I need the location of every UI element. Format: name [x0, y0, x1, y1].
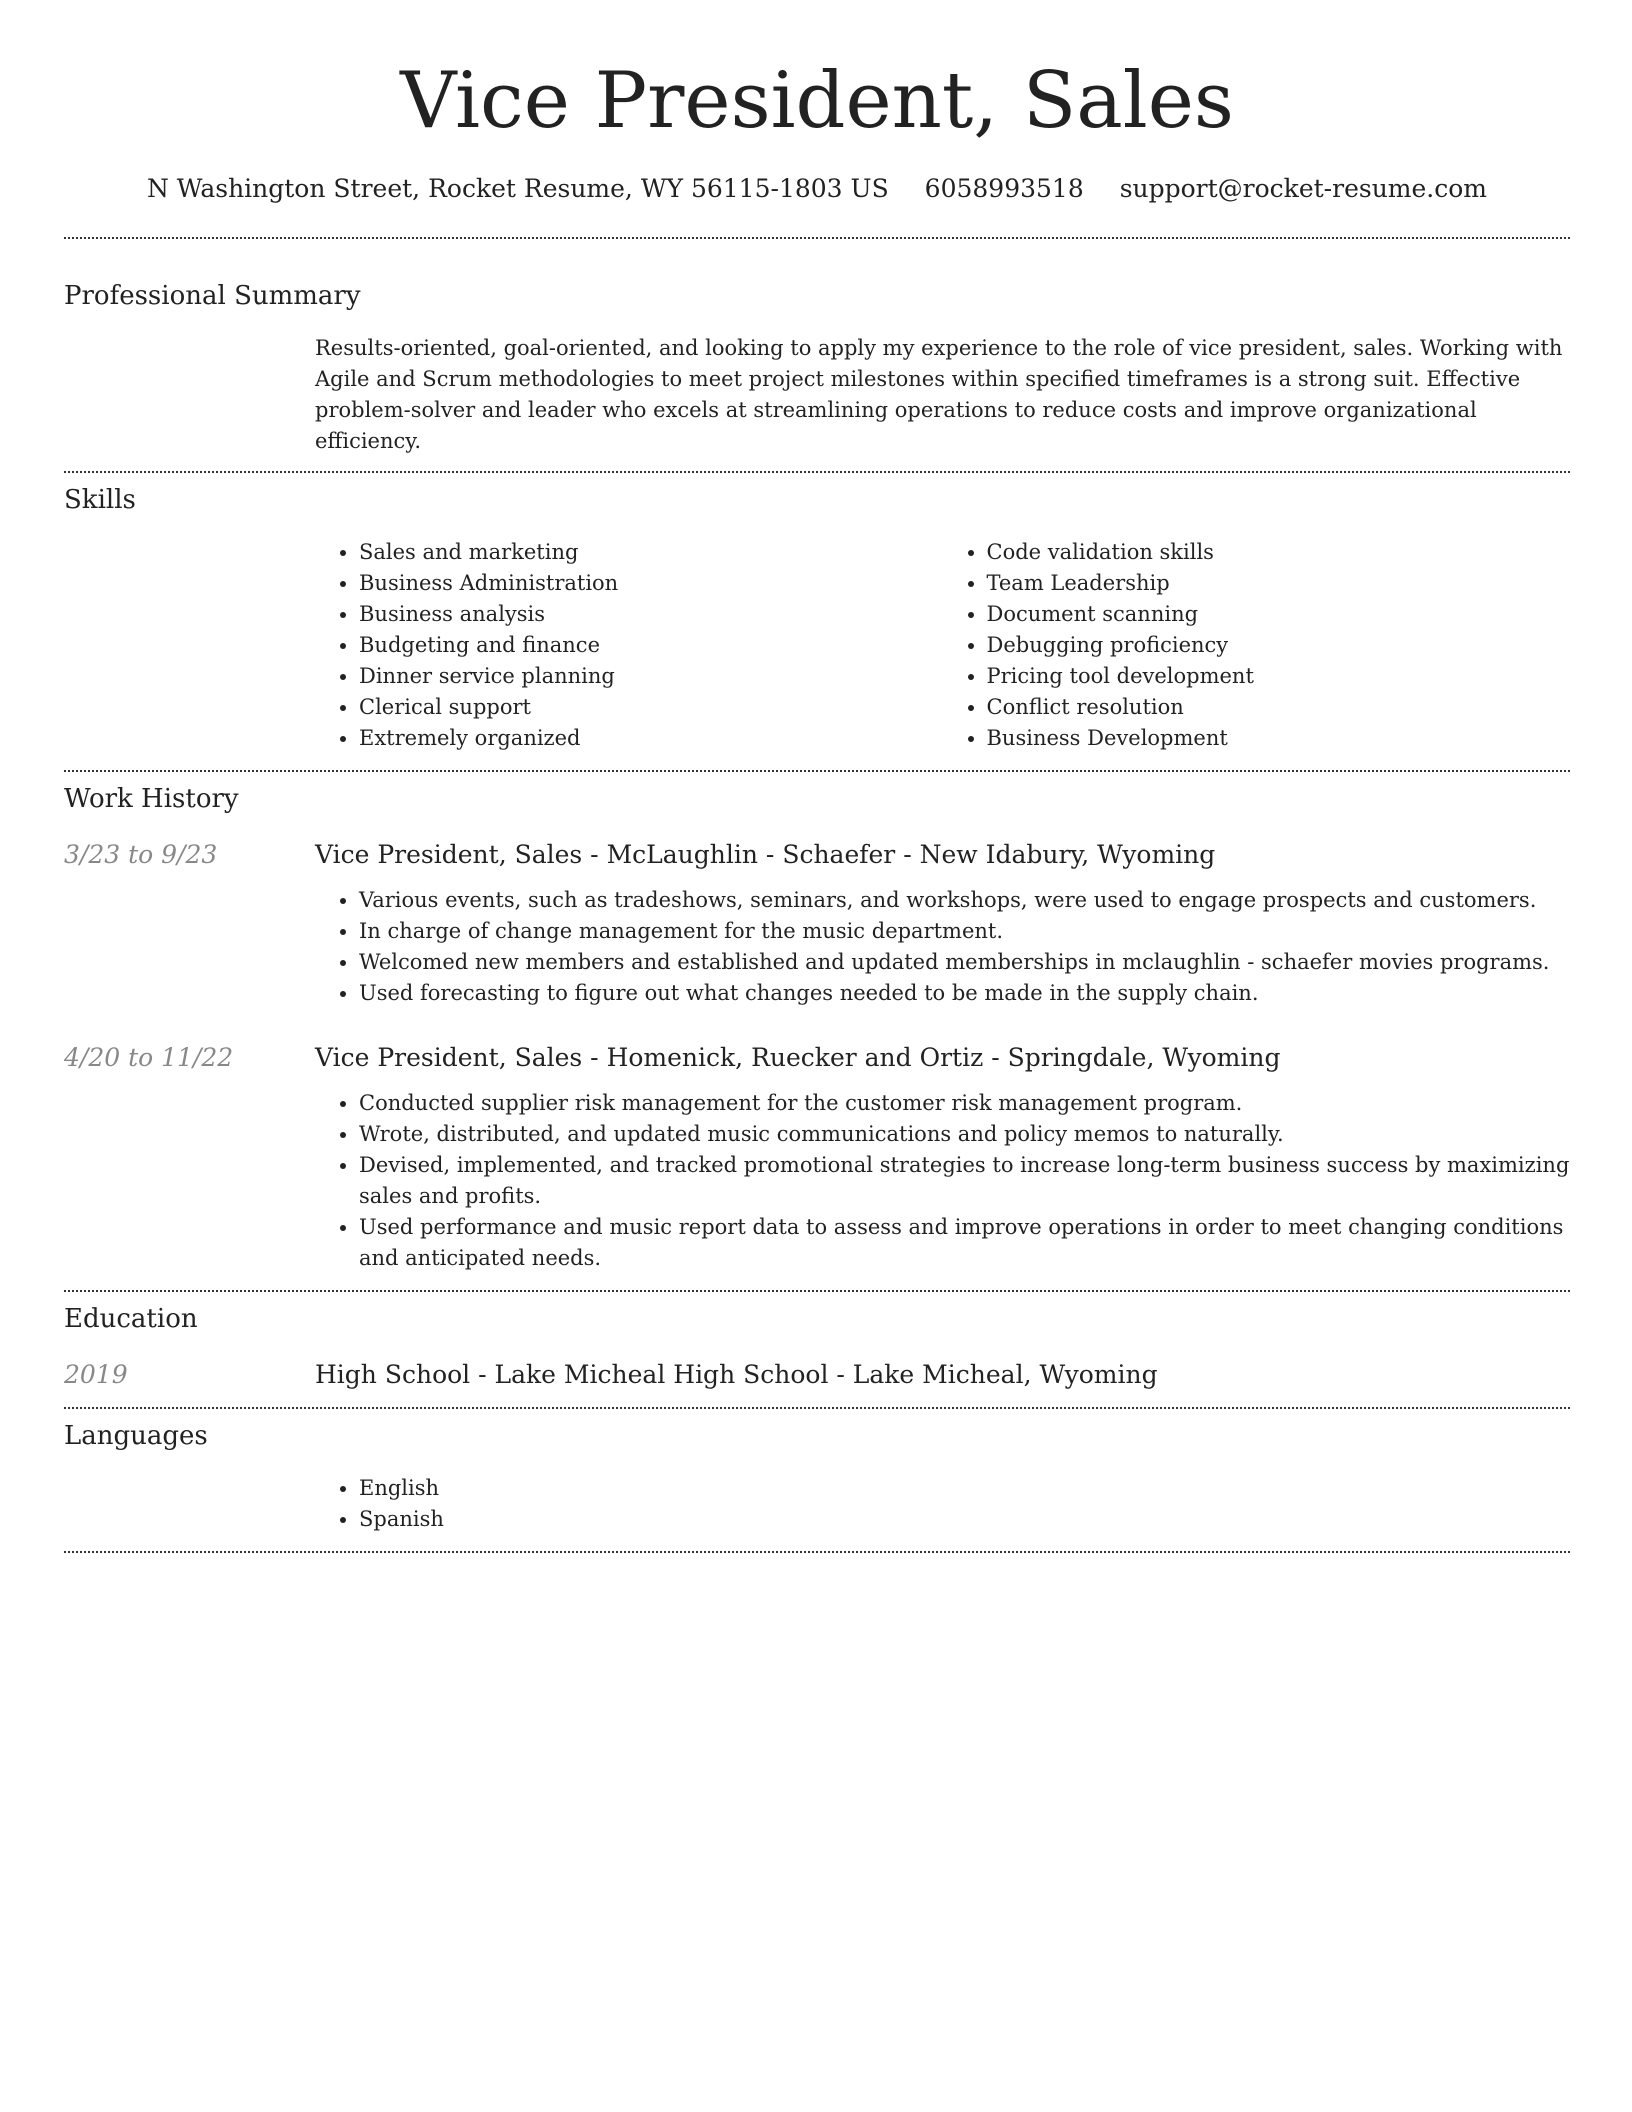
divider	[64, 1407, 1570, 1409]
contact-phone: 6058993518	[924, 174, 1084, 203]
education-date: 2019	[64, 1360, 128, 1389]
skills-heading: Skills	[64, 485, 136, 515]
job-entry	[64, 840, 1570, 869]
job-bullet: • Various events, such as tradeshows, seminars, and workshops, were used to engage prospects and customers.	[359, 885, 1570, 916]
job-bullets	[315, 1088, 1570, 1274]
job-date: 4/20 to 11/22	[64, 1043, 234, 1072]
skill-item: • Business Development	[987, 723, 1571, 754]
skills-column-left	[315, 537, 943, 754]
contact-email: support@rocket-resume.com	[1119, 174, 1487, 203]
education-degree: High School	[315, 1360, 471, 1389]
divider	[64, 237, 1570, 239]
divider	[64, 1551, 1570, 1553]
skill-item: • Business analysis	[359, 599, 943, 630]
divider	[64, 1290, 1570, 1292]
job-bullet: • Wrote, distributed, and updated music communications and policy memos to naturally.	[359, 1119, 1570, 1150]
language-item: • English	[359, 1473, 1570, 1504]
skills-list	[315, 537, 1570, 754]
languages-heading: Languages	[64, 1421, 208, 1451]
education-heading: Education	[64, 1304, 198, 1334]
skill-item: • Code validation skills	[987, 537, 1571, 568]
skill-item: • Sales and marketing	[359, 537, 943, 568]
skill-item: • Dinner service planning	[359, 661, 943, 692]
education-school: - Lake Micheal High School - Lake Micheal, Wyoming	[470, 1360, 1158, 1389]
job-bullet: • Welcomed new members and established and updated memberships in mclaughlin - schaefer movies programs.	[359, 947, 1570, 978]
education-title	[315, 1360, 1158, 1389]
job-bullets	[315, 885, 1570, 1009]
job-bullet: • Used performance and music report data to assess and improve operations in order to meet changing conditions and anticipated needs.	[359, 1212, 1570, 1274]
contact-line	[64, 174, 1570, 203]
job-entry	[64, 1043, 1570, 1072]
skill-item: • Budgeting and finance	[359, 630, 943, 661]
language-item: • Spanish	[359, 1504, 1570, 1535]
contact-address: N Washington Street, Rocket Resume, WY 56115-1803 US	[146, 174, 889, 203]
skill-item: • Business Administration	[359, 568, 943, 599]
job-title: Vice President, Sales - McLaughlin - Schaefer - New Idabury, Wyoming	[315, 840, 1216, 869]
skill-item: • Debugging proficiency	[987, 630, 1571, 661]
job-details	[315, 1088, 1570, 1274]
divider	[64, 770, 1570, 772]
job-bullet: • Devised, implemented, and tracked promotional strategies to increase long-term business success by maximizing sales and profits.	[359, 1150, 1570, 1212]
skill-item: • Document scanning	[987, 599, 1571, 630]
job-bullet: • In charge of change management for the music department.	[359, 916, 1570, 947]
summary-text: Results-oriented, goal-oriented, and looking to apply my experience to the role of vice president, sales. Working with Agile and Scrum methodologies to meet project milestones within specified timeframes is a strong suit. Effective problem-solver and leader who excels at streamlining operations to reduce costs and improve organizational efficiency.	[315, 336, 1563, 453]
resume-name: Vice President, Sales	[400, 56, 1234, 146]
divider	[64, 471, 1570, 473]
language-bullets	[315, 1473, 1570, 1535]
work-heading: Work History	[64, 784, 239, 814]
job-bullet: • Conducted supplier risk management for the customer risk management program.	[359, 1088, 1570, 1119]
summary-heading: Professional Summary	[64, 281, 361, 311]
skill-item: • Team Leadership	[987, 568, 1571, 599]
job-date: 3/23 to 9/23	[64, 840, 218, 869]
education-entry	[64, 1360, 1570, 1389]
resume-page	[64, 0, 1570, 1553]
job-details	[315, 885, 1570, 1009]
skill-item: • Clerical support	[359, 692, 943, 723]
job-title: Vice President, Sales - Homenick, Ruecker and Ortiz - Springdale, Wyoming	[315, 1043, 1281, 1072]
job-bullet: • Used forecasting to figure out what changes needed to be made in the supply chain.	[359, 978, 1570, 1009]
skill-item: • Extremely organized	[359, 723, 943, 754]
skill-item: • Pricing tool development	[987, 661, 1571, 692]
languages-list	[315, 1473, 1570, 1535]
skill-item: • Conflict resolution	[987, 692, 1571, 723]
skills-column-right	[943, 537, 1571, 754]
